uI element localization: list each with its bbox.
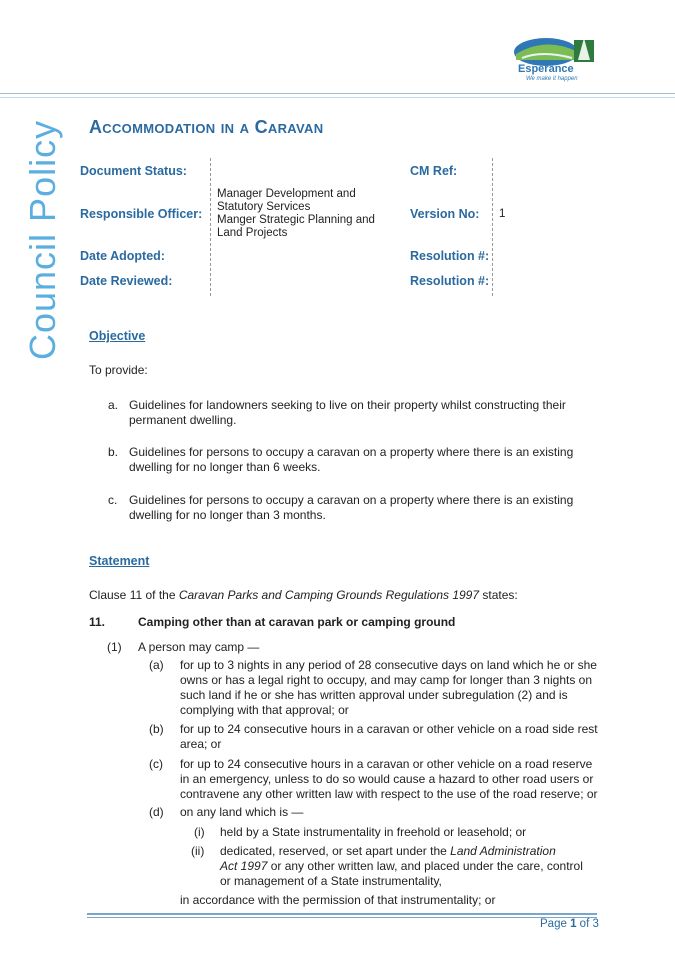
para-line: for up to 24 consecutive hours in a caravan or other vehicle on a road reserve bbox=[180, 757, 593, 771]
page-current: 1 bbox=[570, 918, 577, 930]
regulation-title-italic: Caravan Parks and Camping Grounds Regulations 1997 bbox=[178, 588, 480, 602]
officer-label: Responsible Officer: bbox=[80, 207, 203, 221]
para-text bbox=[180, 658, 597, 718]
para-line: for up to 3 nights in any period of 28 consecutive days on land which he or she bbox=[180, 658, 597, 672]
logo-tagline: We make it happen bbox=[526, 76, 578, 82]
act-title-italic: Act 1997 bbox=[220, 859, 268, 873]
para-line: contravene any other written law with respect to the use of the road reserve; or bbox=[180, 787, 598, 801]
para-line: in an emergency, unless to do so would cause a hazard to other road users or bbox=[180, 772, 594, 786]
subpara-line: dedicated, reserved, or set apart under the bbox=[220, 844, 451, 858]
resolution-label: Resolution #: bbox=[410, 274, 490, 288]
para-text: on any land which is — bbox=[180, 805, 304, 819]
table-divider bbox=[210, 158, 211, 296]
clause-text: states: bbox=[479, 588, 518, 602]
objective-heading: Objective bbox=[89, 329, 146, 343]
clause-intro bbox=[89, 588, 518, 603]
cm-ref-label: CM Ref: bbox=[410, 164, 458, 178]
version-value: 1 bbox=[499, 208, 506, 220]
officer-value bbox=[217, 188, 375, 240]
doc-status-label: Document Status: bbox=[80, 164, 187, 178]
clause-text: Clause 11 of the bbox=[89, 588, 179, 602]
list-item-line: dwelling for no longer than 6 weeks. bbox=[129, 460, 321, 474]
officer-value-line: Land Projects bbox=[217, 227, 288, 239]
sidebar-text: Council Policy bbox=[22, 119, 63, 360]
date-reviewed-label: Date Reviewed: bbox=[80, 274, 173, 288]
page-title: Accommodation in a Caravan bbox=[89, 117, 324, 137]
list-item bbox=[129, 445, 573, 475]
subreg-text: A person may camp — bbox=[138, 640, 260, 654]
list-item-marker: b. bbox=[108, 445, 119, 459]
logo-name: Esperance bbox=[518, 63, 574, 75]
list-item-line: permanent dwelling. bbox=[129, 413, 237, 427]
para-line: for up to 24 consecutive hours in a caravan or other vehicle on a road side rest bbox=[180, 722, 598, 736]
subpara-text: held by a State instrumentality in freehold or leasehold; or bbox=[220, 825, 527, 839]
page-word: Page bbox=[540, 918, 567, 930]
header-rule-secondary bbox=[0, 97, 675, 98]
sidebar-label bbox=[22, 119, 72, 620]
subpara-marker: (i) bbox=[194, 825, 205, 839]
list-item-line: dwelling for no longer than 3 months. bbox=[129, 508, 326, 522]
subpara-line: or management of a State instrumentality, bbox=[220, 874, 442, 888]
para-text bbox=[180, 722, 598, 752]
subpara-line: or any other written law, and placed under the care, control bbox=[267, 859, 583, 873]
list-item-line: Guidelines for persons to occupy a caravan on a property where there is an existing bbox=[129, 445, 574, 459]
objective-intro: To provide: bbox=[89, 363, 148, 377]
officer-value-line: Manger Strategic Planning and bbox=[217, 214, 375, 226]
list-item-marker: a. bbox=[108, 398, 119, 412]
para-line: owns or has a legal right to occupy, and may camp for longer than 3 nights on bbox=[180, 673, 593, 687]
logo bbox=[512, 30, 598, 86]
version-label: Version No: bbox=[410, 207, 480, 221]
para-marker: (c) bbox=[149, 757, 163, 771]
list-item-marker: c. bbox=[108, 493, 118, 507]
footer-rule bbox=[87, 913, 597, 915]
regulation-heading: Camping other than at caravan park or camping ground bbox=[138, 615, 456, 629]
list-item bbox=[129, 493, 573, 523]
para-line: area; or bbox=[180, 737, 222, 751]
officer-value-line: Manager Development and bbox=[217, 188, 356, 200]
para-text bbox=[180, 757, 598, 802]
officer-value-line: Statutory Services bbox=[217, 201, 311, 213]
header-rule bbox=[0, 93, 675, 94]
para-marker: (b) bbox=[149, 722, 164, 736]
table-divider bbox=[492, 158, 493, 296]
subpara-text bbox=[220, 844, 583, 889]
para-marker: (a) bbox=[149, 658, 164, 672]
subpara-marker: (ii) bbox=[191, 844, 205, 858]
closing-text: in accordance with the permission of that instrumentality; or bbox=[180, 893, 496, 907]
page-total: 3 bbox=[592, 918, 599, 930]
resolution-label: Resolution #: bbox=[410, 249, 490, 263]
list-item-line: Guidelines for persons to occupy a caravan on a property where there is an existing bbox=[129, 493, 574, 507]
footer-rule-secondary bbox=[87, 917, 597, 918]
list-item-line: Guidelines for landowners seeking to live on their property whilst constructing their bbox=[129, 398, 566, 412]
page-of: of bbox=[579, 918, 590, 930]
subreg-marker: (1) bbox=[107, 640, 122, 654]
date-adopted-label: Date Adopted: bbox=[80, 249, 165, 263]
list-item bbox=[129, 398, 566, 428]
act-title-italic: Land Administration bbox=[450, 844, 556, 858]
para-line: complying with that approval; or bbox=[180, 703, 349, 717]
statement-heading: Statement bbox=[89, 554, 150, 568]
para-line: such land if he or she has written approval under subregulation (2) and is bbox=[180, 688, 568, 702]
page-number bbox=[540, 918, 599, 930]
para-marker: (d) bbox=[149, 805, 164, 819]
regulation-number: 11. bbox=[89, 615, 106, 629]
